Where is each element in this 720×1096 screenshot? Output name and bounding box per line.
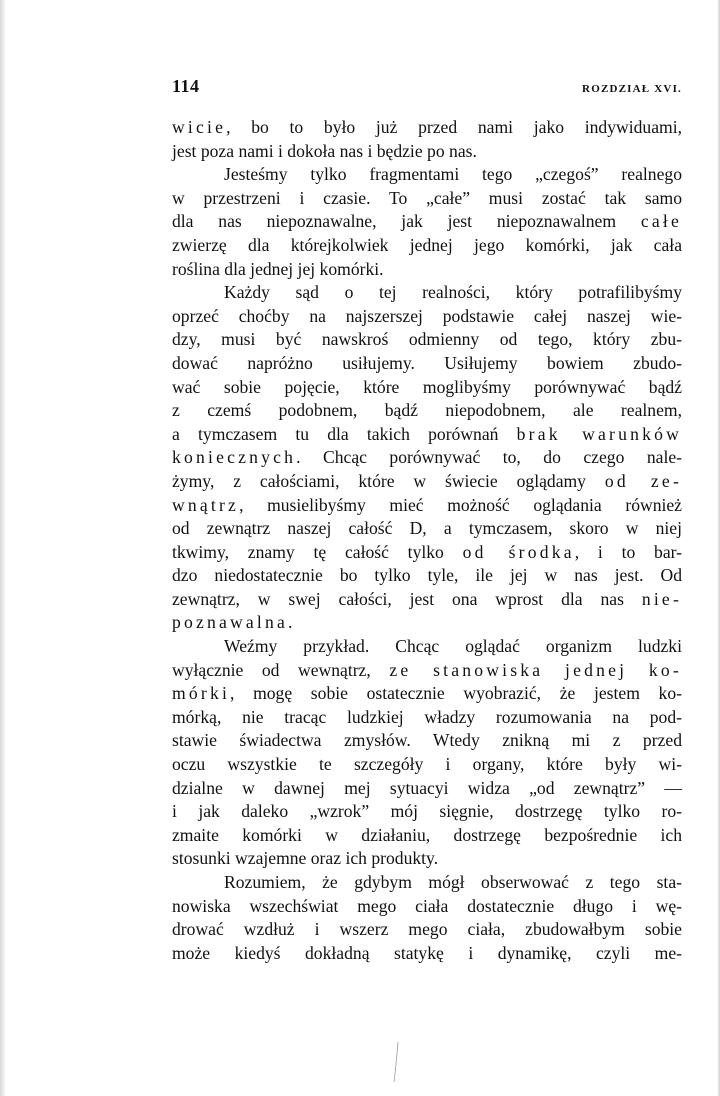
text-line (172, 423, 682, 447)
line-text: zwierzę dla którejkolwiek jednej jego komórki, jak cała (172, 234, 682, 255)
running-head: ROZDZIAŁ XVI. (582, 83, 682, 95)
text-line (172, 800, 682, 824)
spaced-emphasis: nie- (641, 588, 682, 609)
line-text: od zewnątrz naszej całość D, a tymczasem, skoro w niej (172, 518, 682, 539)
spaced-emphasis: wicie (172, 117, 227, 137)
text-line (172, 682, 682, 706)
text-line (172, 352, 682, 376)
line-text: drować wzdłuż i wszerz mego ciała, zbudowałbym sobie (172, 919, 682, 940)
spaced-emphasis: ze stanowiska jednej ko- (389, 659, 682, 680)
line-text: dla nas niepoznawalne, jak jest niepoznawalnem (172, 211, 641, 232)
line-text: dzialne w dawnej mej sytuacyi widza „od zewnątrz” — (172, 777, 682, 798)
spaced-emphasis: brak warunków (516, 423, 682, 444)
text-line (172, 871, 682, 895)
text-line (172, 895, 682, 919)
line-text: oprzeć choćby na najszerszej podstawie całej naszej wie- (172, 305, 682, 326)
line-text: żymy, z całościami, które w świecie oglądamy (172, 470, 605, 491)
line-text: zewnątrz, w swej całości, jest ona wprost dla nas (172, 588, 642, 609)
line-text: a tymczasem tu dla takich porównań (172, 423, 517, 444)
text-line (172, 706, 682, 730)
line-text: roślina dla jednej jej komórki. (172, 258, 384, 279)
line-text: stosunki wzajemne oraz ich produkty. (172, 848, 439, 869)
line-text: . (288, 612, 293, 633)
text-line (172, 210, 682, 234)
line-text: dować napróżno usiłujemy. Usiłujemy bowiem zbudo- (172, 352, 682, 373)
text-line (172, 847, 682, 871)
text-line (172, 163, 682, 187)
line-text: jest poza nami i dokoła nas i będzie po nas. (172, 140, 477, 161)
text-line (172, 541, 682, 565)
line-text: wyłącznie od wewnątrz, (172, 659, 390, 680)
text-line (172, 611, 682, 635)
text-line (172, 470, 682, 494)
spaced-emphasis: wnątrz (172, 494, 240, 515)
line-text: Weźmy przykład. Chcąc oglądać organizm ludzki (224, 636, 682, 657)
line-text: w przestrzeni i czasie. To „całe” musi zostać tak samo (172, 187, 682, 208)
text-line (172, 305, 682, 329)
line-text: z czemś podobnem, bądź niepodobnem, ale realnem, (172, 400, 682, 421)
text-line (172, 918, 682, 942)
line-text: dzo niedostatecznie bo tylko tyle, ile jej w nas jest. Od (172, 565, 682, 586)
text-line (172, 588, 682, 612)
line-text: dzy, musi być nawskroś odmienny od tego, który zbu- (172, 329, 682, 350)
text-line (172, 187, 682, 211)
spaced-emphasis: poznawalna (172, 612, 289, 633)
line-text: stawie świadectwa zmysłów. Wtedy znikną mi z przed (172, 730, 682, 751)
text-line (172, 234, 682, 258)
text-line (172, 824, 682, 848)
spaced-emphasis: od środka (462, 541, 575, 562)
text-line (172, 140, 682, 164)
spaced-emphasis: koniecznych (172, 447, 297, 468)
line-text: , bo to było już przed nami jako indywiduami, (226, 117, 682, 137)
text-line (172, 564, 682, 588)
line-text: , i to bar- (574, 541, 682, 562)
line-text: tkwimy, znamy tę całość tylko (172, 541, 463, 562)
line-text: może kiedyś dokładną statykę i dynamikę, czyli me- (172, 942, 682, 963)
text-line (172, 635, 682, 659)
line-text: i jak daleko „wzrok” mój sięgnie, dostrzegę tylko ro- (172, 801, 682, 822)
text-line (172, 777, 682, 801)
line-text: mórką, nie tracąc ludzkiej władzy rozumowania na pod- (172, 706, 682, 727)
pencil-mark (392, 1040, 400, 1084)
text-line (172, 446, 682, 470)
text-line (172, 729, 682, 753)
line-text: Jesteśmy tylko fragmentami tego „czegoś” realnego (224, 164, 682, 185)
page-number: 114 (172, 76, 200, 96)
line-text: , mogę sobie ostatecznie wyobrazić, że jestem ko- (230, 683, 682, 704)
line-text: zmaite komórki w działaniu, dostrzegę bezpośrednie ich (172, 824, 682, 845)
text-line (172, 753, 682, 777)
line-text: Każdy sąd o tej realności, który potrafilibyśmy (224, 282, 682, 303)
text-line (172, 517, 682, 541)
line-text: Rozumiem, że gdybym mógł obserwować z tego sta- (224, 872, 682, 892)
body-text (172, 116, 682, 965)
text-line (172, 281, 682, 305)
line-text: , musielibyśmy mieć możność oglądania również (239, 494, 682, 515)
text-line (172, 376, 682, 400)
line-text: wać sobie pojęcie, które moglibyśmy porównywać bądź (172, 376, 682, 397)
text-line (172, 116, 682, 140)
spaced-emphasis: od ze- (604, 470, 682, 491)
page-header (172, 76, 682, 97)
spaced-emphasis: całe (640, 211, 682, 232)
page-left-edge-shadow (0, 0, 6, 1096)
text-line (172, 494, 682, 518)
text-line (172, 659, 682, 683)
line-text: . Chcąc porównywać to, do czego nale- (296, 447, 682, 468)
text-line (172, 942, 682, 966)
text-line (172, 399, 682, 423)
text-line (172, 258, 682, 282)
spaced-emphasis: mórki (172, 683, 231, 704)
line-text: oczu wszystkie te szczegóły i organy, które były wi- (172, 754, 682, 775)
line-text: nowiska wszechświat mego ciała dostatecznie długo i wę- (172, 895, 682, 916)
text-line (172, 328, 682, 352)
